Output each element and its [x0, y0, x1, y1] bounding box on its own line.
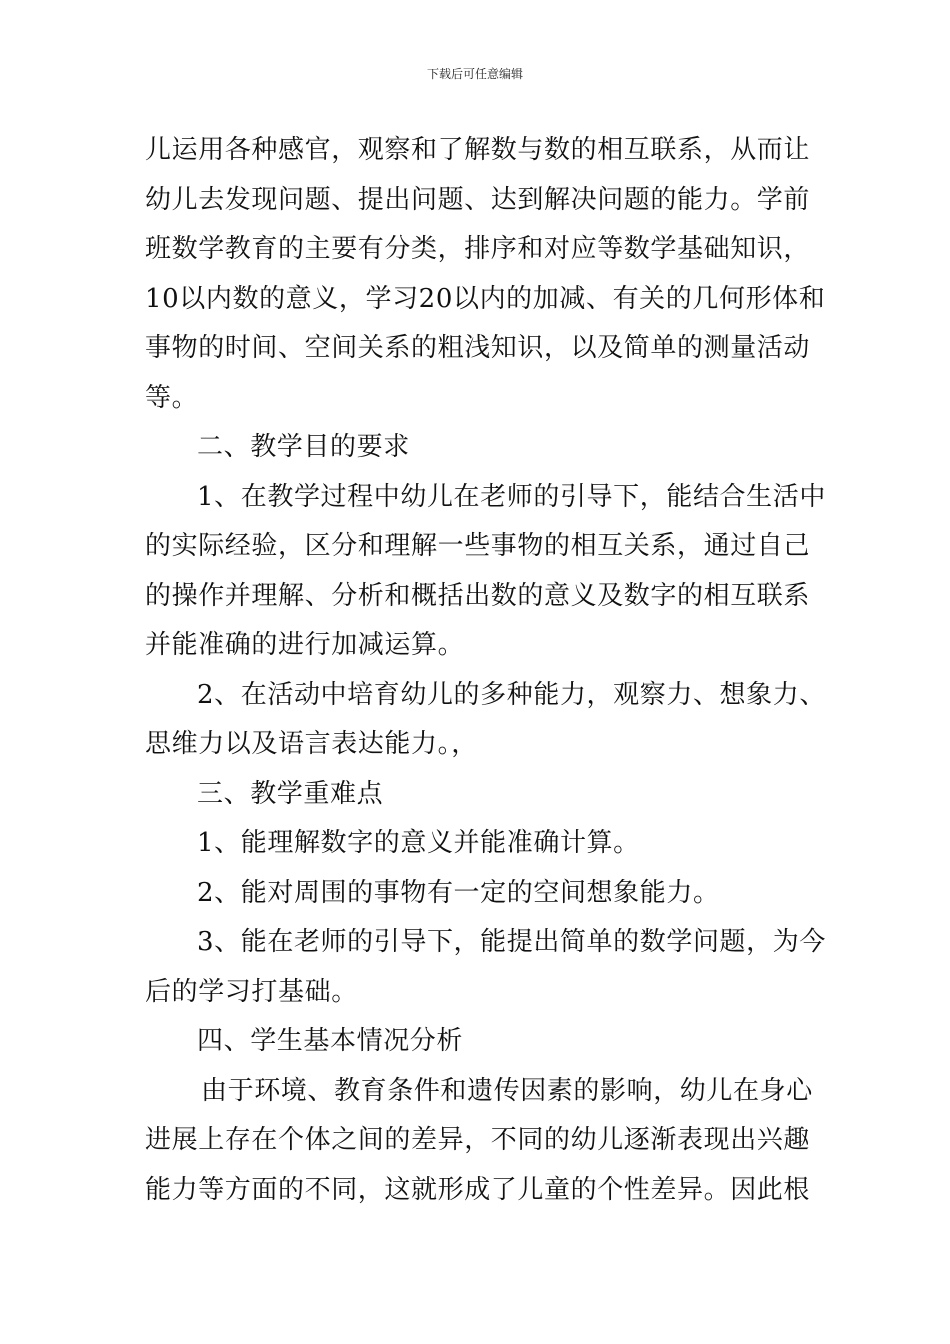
- document-body: [145, 126, 835, 1215]
- text-line: 儿运用各种感官，观察和了解数与数的相互联系，从而让: [145, 135, 811, 165]
- text-line: 10以内数的意义，学习20以内的加减、有关的几何形体和: [145, 283, 826, 314]
- text-line: 2、能对周围的事物有一定的空间想象能力。: [197, 877, 720, 908]
- text-line: 1、在教学过程中幼儿在老师的引导下，能结合生活中: [197, 481, 826, 512]
- text-line: 并能准确的进行加减运算。: [145, 630, 465, 660]
- text-line: 能力等方面的不同，这就形成了儿童的个性差异。因此根: [145, 1174, 811, 1205]
- text-line: 3、能在老师的引导下，能提出简单的数学问题，为今: [197, 927, 826, 957]
- page-header: 下载后可任意编辑: [426, 67, 523, 81]
- text-line: 事物的时间、空间关系的粗浅知识，以及简单的测量活动: [145, 333, 811, 363]
- text-line: 的操作并理解、分析和概括出数的意义及数字的相互联系: [145, 580, 811, 611]
- text-line: 1、能理解数字的意义并能准确计算。: [197, 828, 640, 858]
- text-line: 由于环境、教育条件和遗传因素的影响，幼儿在身心: [201, 1075, 813, 1106]
- section-heading-objectives: 二、教学目的要求: [197, 432, 410, 462]
- section-heading-student-analysis: 四、学生基本情况分析: [197, 1026, 464, 1056]
- text-line: 进展上存在个体之间的差异，不同的幼儿逐渐表现出兴趣: [145, 1125, 811, 1155]
- section-heading-key-points: 三、教学重难点: [197, 778, 384, 809]
- text-line: 幼儿去发现问题、提出问题、达到解决问题的能力。学前: [145, 184, 811, 215]
- text-line: 思维力以及语言表达能力。，: [145, 729, 478, 759]
- text-line: 等。: [145, 382, 199, 413]
- text-line: 后的学习打基础。: [145, 976, 358, 1007]
- text-line: 2、在活动中培育幼儿的多种能力，观察力、想象力、: [197, 679, 826, 710]
- text-line: 的实际经验，区分和理解一些事物的相互关系，通过自己: [145, 531, 811, 561]
- text-line: 班数学教育的主要有分类，排序和对应等数学基础知识，: [145, 234, 811, 264]
